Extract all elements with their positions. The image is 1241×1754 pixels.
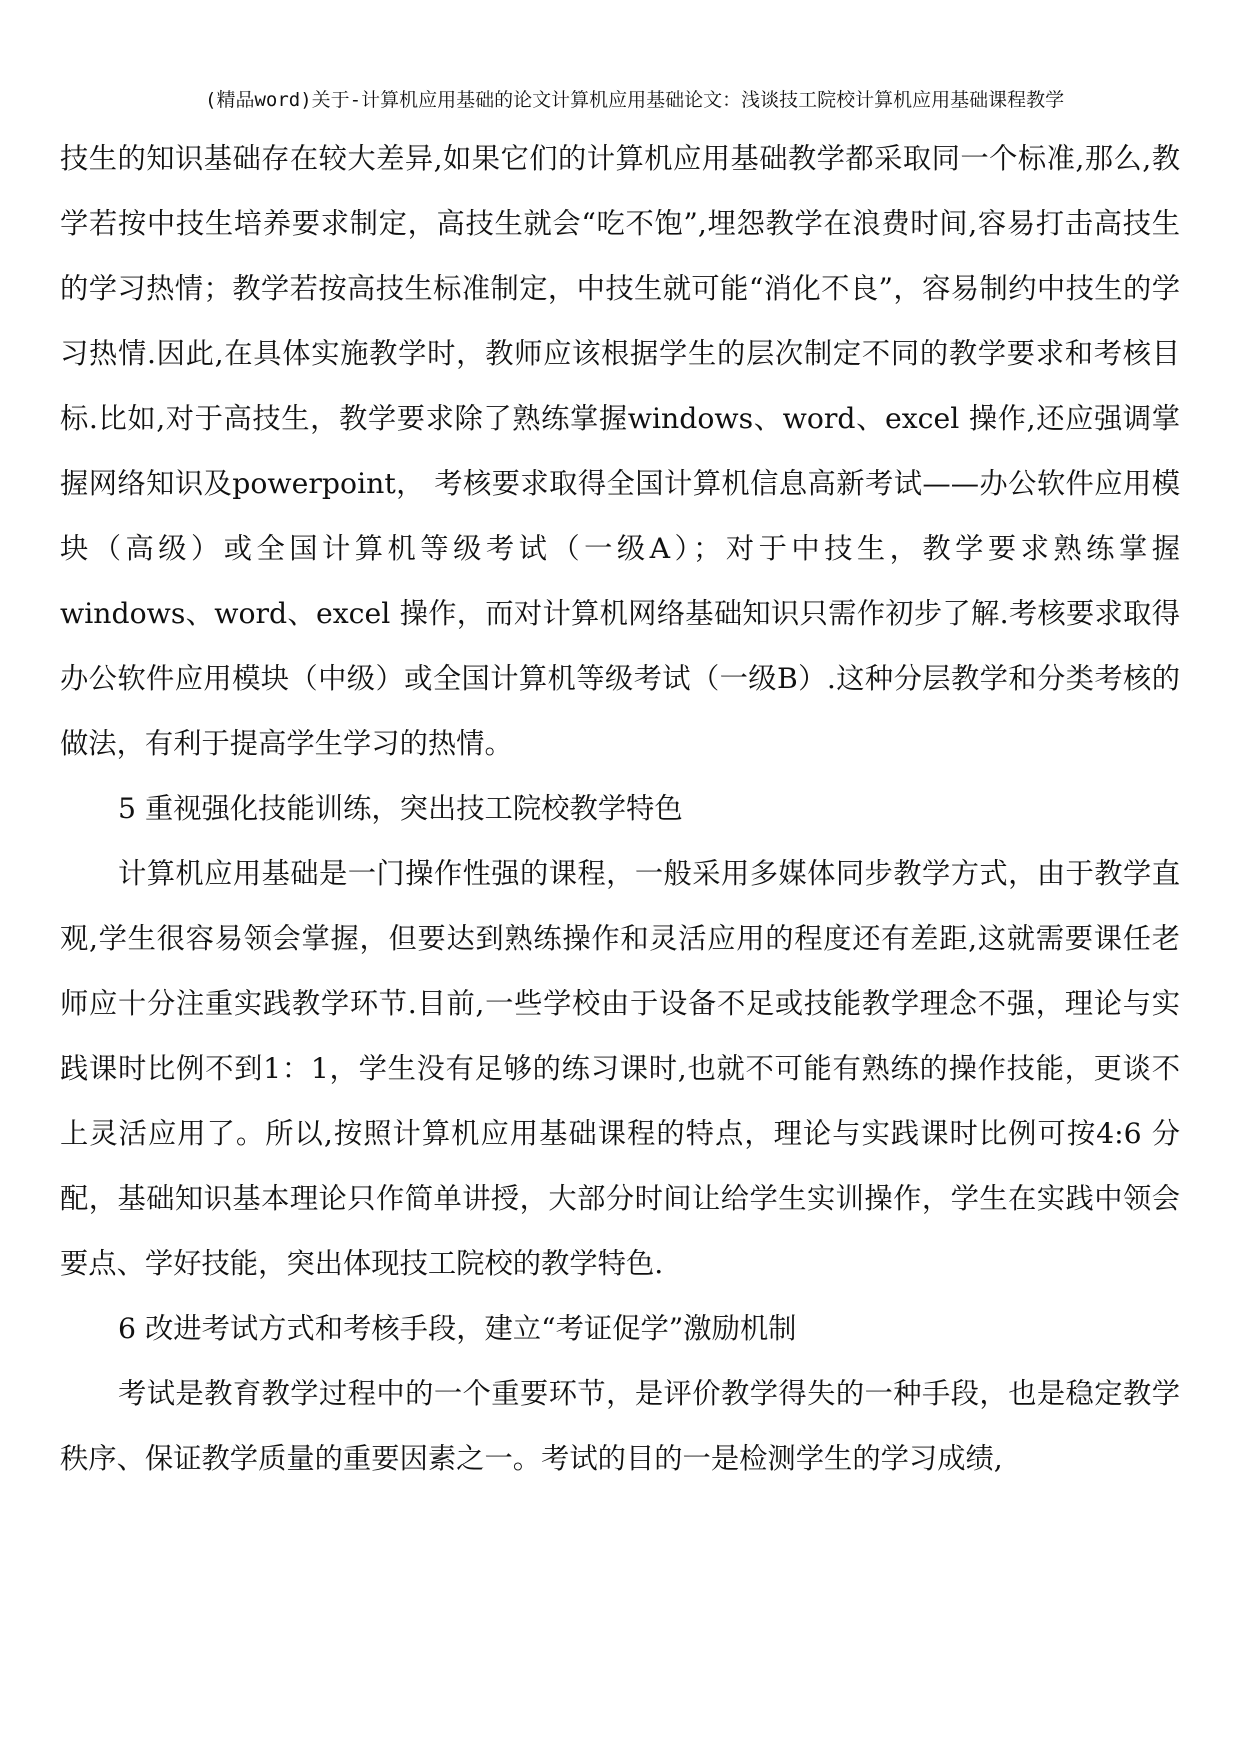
- paragraph-exam-reform: 考试是教育教学过程中的一个重要环节，是评价教学得失的一种手段，也是稳定教学秩序、保证教学质量的重要因素之一。考试的目的一是检测学生的学习成绩,: [60, 1377, 1180, 1475]
- running-header: (精品word)关于-计算机应用基础的论文计算机应用基础论文：浅谈技工院校计算机应用基础课程教学: [205, 89, 1065, 111]
- paragraph-tiered-teaching: 技生的知识基础存在较大差异,如果它们的计算机应用基础教学都采取同一个标准,那么,教学若按中技生培养要求制定，高技生就会“吃不饱”,埋怨教学在浪费时间,容易打击高技生的学习热情；教学若按高技生标准制定，中技生就可能“消化不良”，容易制约中技生的学习热情.因此,在具体实施教学时，教师应该根据学生的层次制定不同的教学要求和考核目标.比如,对于高技生，教学要求除了熟练掌握windows、word、excel 操作,还应强调掌握网络知识及powerpoint， 考核要求取得全国计算机信息高新考试——办公软件应用模块（高级）或全国计算机等级考试（一级A）；对于中技生，教学要求熟练掌握windows、word、excel 操作，而对计算机网络基础知识只需作初步了解.考核要求取得办公软件应用模块（中级）或全国计算机等级考试（一级B）.这种分层教学和分类考核的做法，有利于提高学生学习的热情。: [60, 142, 1180, 760]
- section-heading-6: 6 改进考试方式和考核手段，建立“考证促学”激励机制: [118, 1312, 797, 1345]
- body-text: [60, 126, 1180, 1491]
- paragraph-skill-training: 计算机应用基础是一门操作性强的课程，一般采用多媒体同步教学方式，由于教学直观,学生很容易领会掌握，但要达到熟练操作和灵活应用的程度还有差距,这就需要课任老师应十分注重实践教学环节.目前,一些学校由于设备不足或技能教学理念不强，理论与实践课时比例不到1：1，学生没有足够的练习课时,也就不可能有熟练的操作技能，更谈不上灵活应用了。所以,按照计算机应用基础课程的特点，理论与实践课时比例可按4:6 分配，基础知识基本理论只作简单讲授，大部分时间让给学生实训操作，学生在实践中领会要点、学好技能，突出体现技工院校的教学特色.: [60, 857, 1180, 1280]
- section-heading-5: 5 重视强化技能训练，突出技工院校教学特色: [118, 792, 683, 825]
